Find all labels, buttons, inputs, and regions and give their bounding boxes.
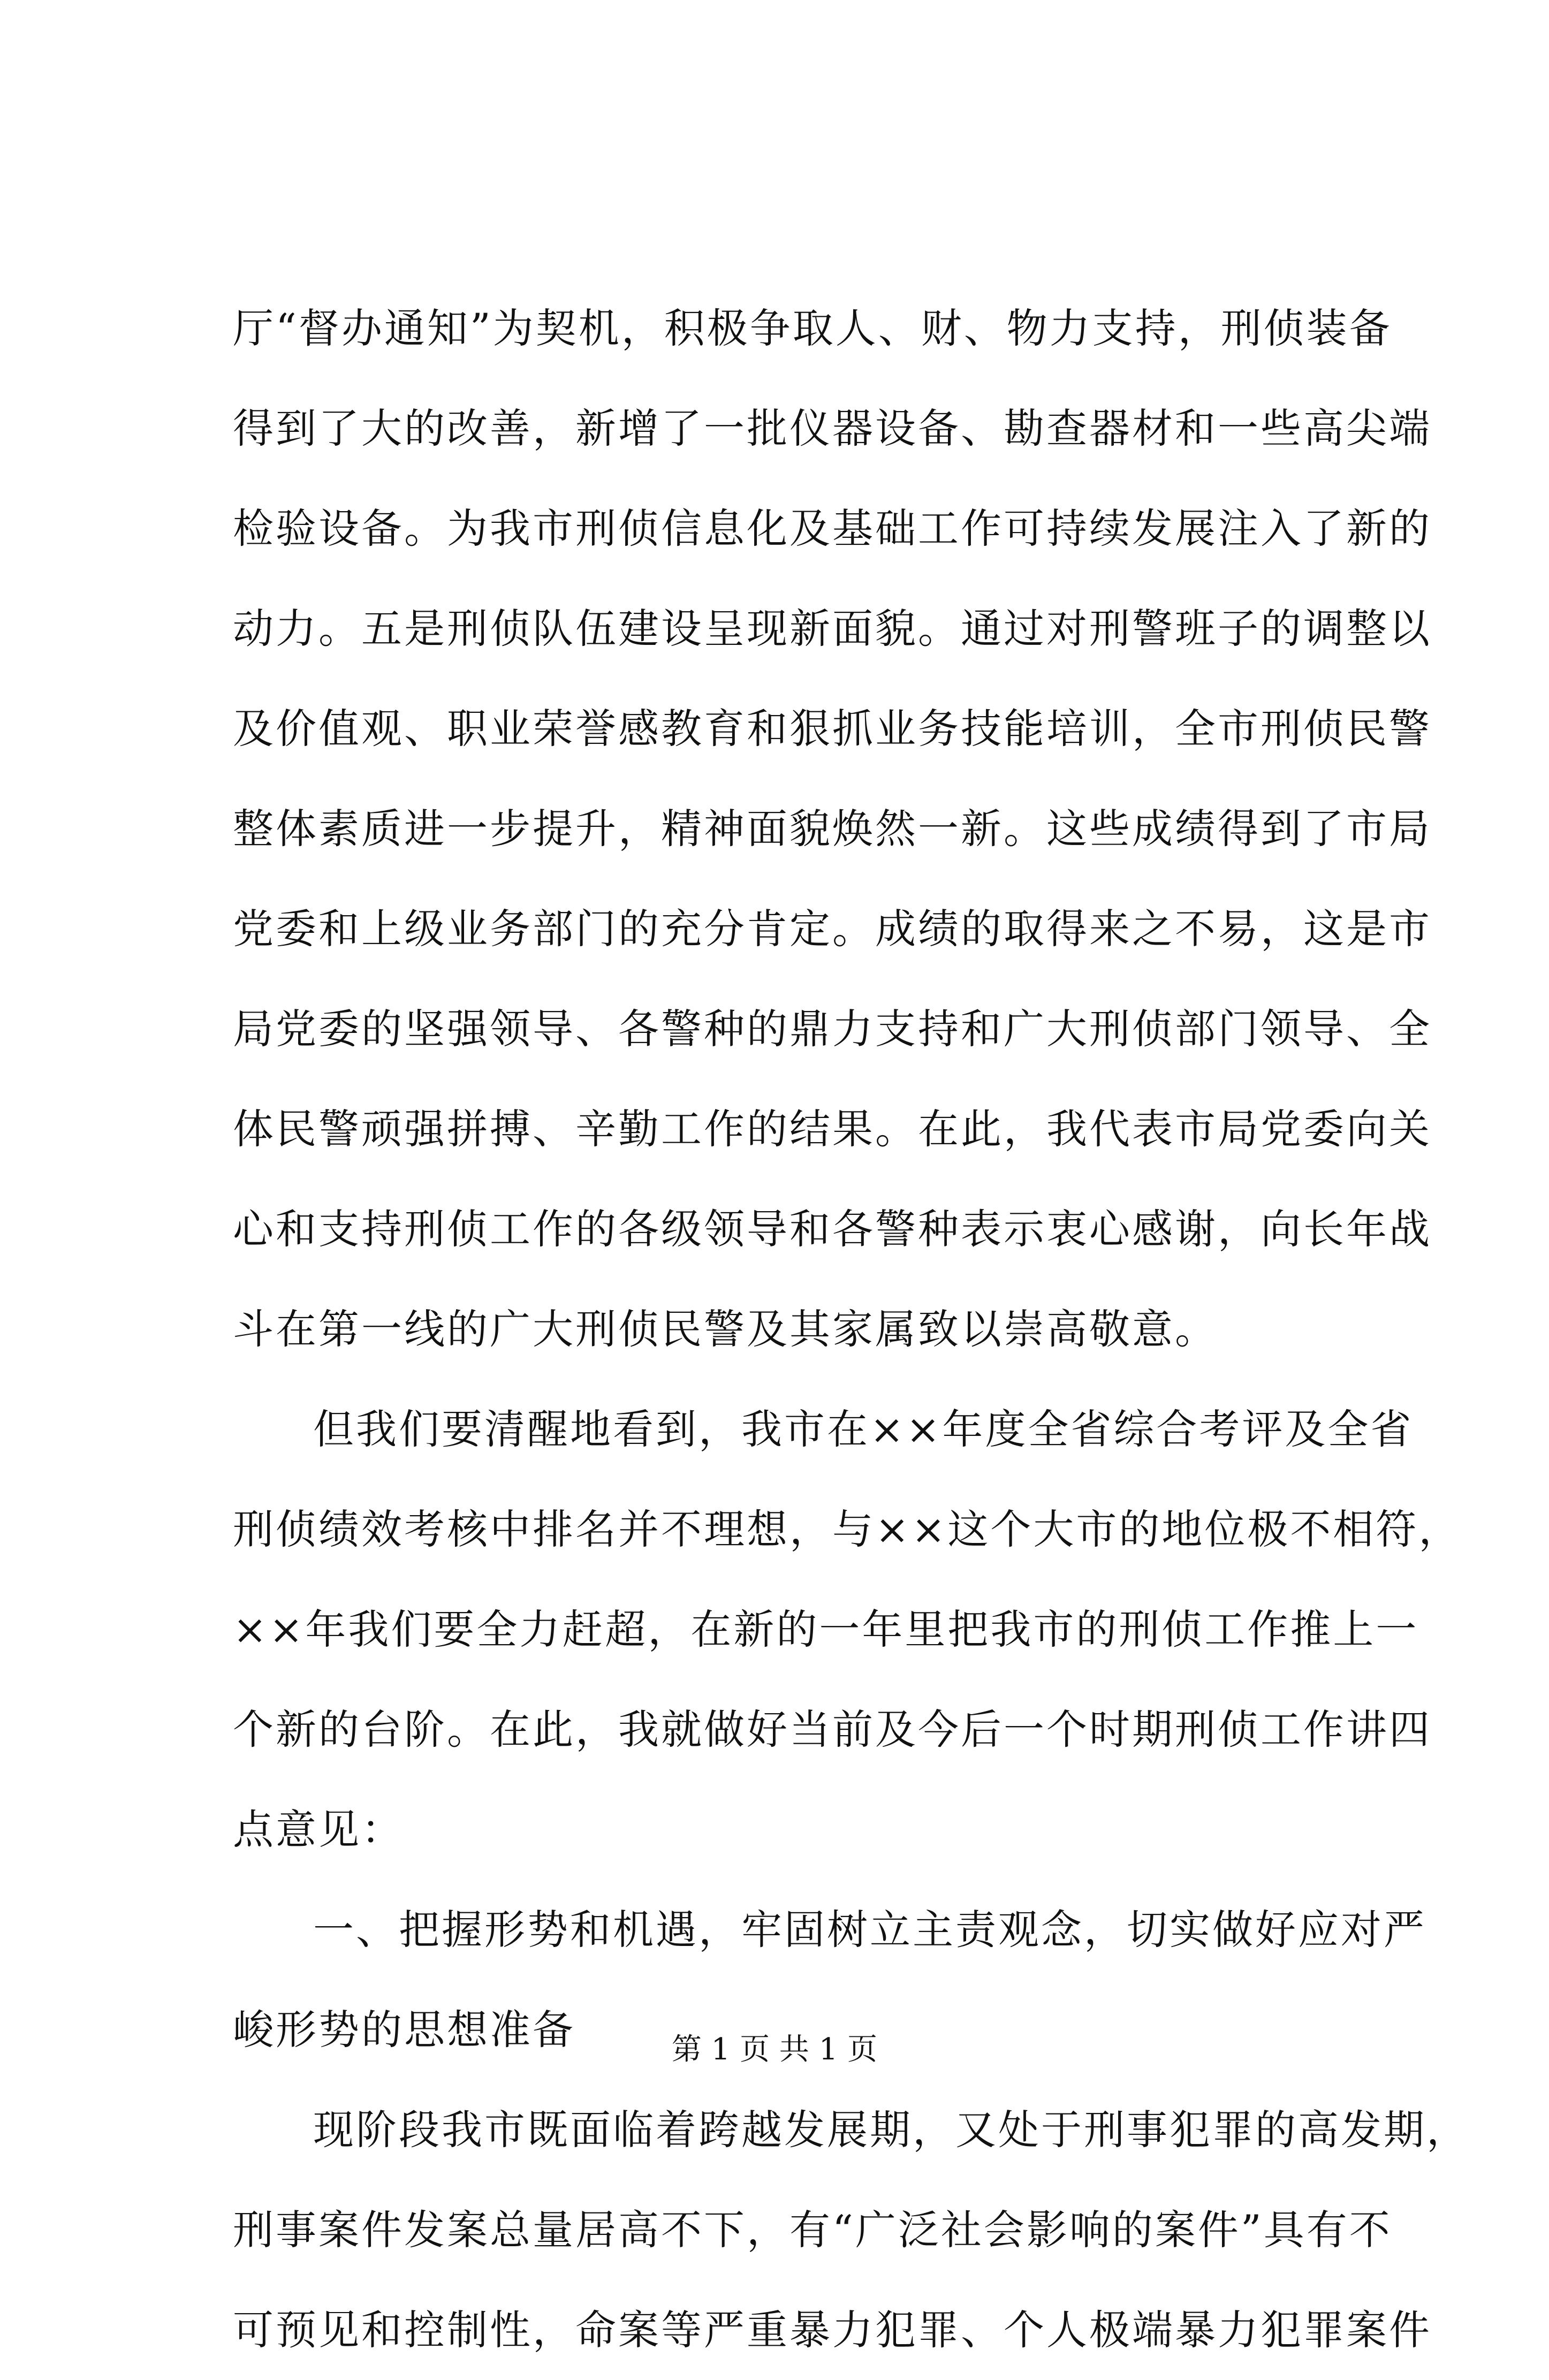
text-line: 整体素质进一步提升，精神面貌焕然一新。这些成绩得到了市局 (233, 805, 1432, 853)
text-line: 刑侦绩效考核中排名并不理想，与××这个大市的地位极不相符， (233, 1505, 1462, 1553)
section-heading-line: 一、把握形势和机遇，牢固树立主责观念，切实做好应对严 (313, 1906, 1426, 1953)
text-line: 检验设备。为我市刑侦信息化及基础工作可持续发展注入了新的 (233, 505, 1432, 552)
text-line: 体民警顽强拼搏、辛勤工作的结果。在此，我代表市局党委向关 (233, 1105, 1432, 1153)
text-line: 局党委的坚强领导、各警种的鼎力支持和广大刑侦部门领导、全 (233, 1005, 1432, 1053)
text-line: 得到了大的改善，新增了一批仪器设备、勘查器材和一些高尖端 (233, 405, 1432, 452)
paragraph-start-line: 现阶段我市既面临着跨越发展期，又处于刑事犯罪的高发期， (313, 2106, 1469, 2154)
text-line: 可预见和控制性，命案等严重暴力犯罪、个人极端暴力犯罪案件 (233, 2306, 1432, 2354)
text-line: 刑事案件发案总量居高不下，有“广泛社会影响的案件”具有不 (233, 2206, 1392, 2254)
text-line: 心和支持刑侦工作的各级领导和各警种表示衷心感谢，向长年战 (233, 1205, 1432, 1253)
text-line: 动力。五是刑侦队伍建设呈现新面貌。通过对刑警班子的调整以 (233, 605, 1432, 652)
text-line: 厅“督办通知”为契机，积极争取人、财、物力支持，刑侦装备 (233, 305, 1392, 352)
text-line: 个新的台阶。在此，我就做好当前及今后一个时期刑侦工作讲四 (233, 1706, 1432, 1753)
text-line: ××年我们要全力赶超，在新的一年里把我市的刑侦工作推上一 (233, 1606, 1419, 1653)
paragraph-start-line: 但我们要清醒地看到，我市在××年度全省综合考评及全省 (313, 1405, 1414, 1453)
text-line: 及价值观、职业荣誉感教育和狠抓业务技能培训，全市刑侦民警 (233, 705, 1432, 752)
section-heading-line: 峻形势的思想准备 (233, 2006, 575, 2054)
page-footer: 第 1 页 共 1 页 (671, 2032, 878, 2067)
text-line: 点意见： (233, 1806, 404, 1853)
text-line: 党委和上级业务部门的充分肯定。成绩的取得来之不易，这是市 (233, 905, 1432, 953)
text-line: 斗在第一线的广大刑侦民警及其家属致以崇高敬意。 (233, 1305, 1218, 1353)
